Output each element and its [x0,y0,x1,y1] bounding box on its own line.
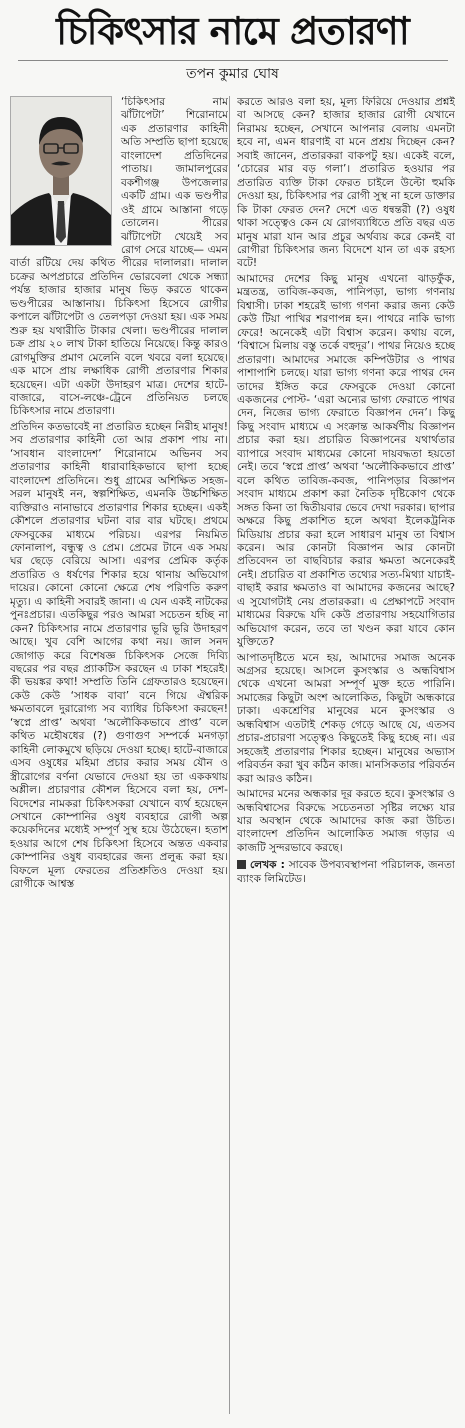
headline-rule [18,60,448,61]
column-left [10,96,228,1414]
column-divider [229,96,230,1414]
paragraph: ‘চিকিৎসার নাম ঝাঁটাপেটা’ শিরোনামে এক প্রতারণার কাহিনী অতি সম্প্রতি ছাপা হয়েছে বাংলাদেশ প্রতিদিনের পাতায়। জামালপুরের বকশীগঞ্জ উপজেলার একটি গ্রাম। এক ভণ্ডপীর ওই গ্রামে আস্তানা গড়ে তোলেন। পীরের ঝাঁটাপেটা খেয়েই সব রোগ সেরে যাচ্ছে— এমন বার্তা রটিয়ে দেয় কথিত পীরের দালালরা। দালাল চক্রের অপপ্রচারে প্রতিদিন ভোরবেলা থেকে সন্ধ্যা পর্যন্ত হাজার হাজার মানুষ ভিড় করতে থাকেন ভণ্ডপীরের আস্তানায়। চিকিৎসা হিসেবে রোগীর কপালে ঝাঁটাপেটা ও তেলপড়া দেওয়া হয়। এক সময় শুরু হয় যথারীতি টাকার খেলা। ভণ্ডপীরের দালাল চক্র প্রায় ২০ লাখ টাকা হাতিয়ে নিয়েছে। কিন্তু কারও রোগমুক্তির প্রমাণ মেলেনি বলে খবরে বলা হয়েছে। এক মাসে প্রায় লক্ষাধিক রোগী প্রতারণার শিকার হয়েছেন। এটা একটা উদাহরণ মাত্র। দেশের হাটে-বাজারে, বাসে-লঞ্চে-ট্রেনে প্রতিনিয়ত চলছে চিকিৎসার নামে প্রতারণা। [10,96,228,418]
paragraph: আপাতদৃষ্টিতে মনে হয়, আমাদের সমাজ অনেক অগ্রসর হয়েছে। আসলে কুসংস্কার ও অন্ধবিশ্বাস থেকে এখনো আমরা সম্পূর্ণ মুক্ত হতে পারিনি। সমাজের কিছুটা অংশ আলোকিত, কিছুটা অন্ধকারে ঢাকা। একশ্রেণির মানুষের মনে কুসংস্কার ও অন্ধবিশ্বাস এতটাই শেকড় গেড়ে আছে যে, এতসব প্রচার-প্রচারণা সত্ত্বেও কিছুতেই কিছু হচ্ছে না। এর সহজেই প্রতারণার শিকার হচ্ছেন। মানুষের অভ্যাস পরিবর্তন করা খুব কঠিন কাজ। মানসিকতার পরিবর্তন করা আরও কঠিন। [237,651,455,785]
author-photo [10,96,112,246]
author-label: লেখক : [250,859,285,872]
author-note [237,859,455,886]
author-designation: সাবেক উপব্যবস্থাপনা পরিচালক, জনতা ব্যাংক লিমিটেড। [237,859,455,885]
paragraph: প্রতিদিন কতভাবেই না প্রতারিত হচ্ছেন নিরীহ মানুষ! সব প্রতারণার কাহিনী তো আর প্রকাশ পায় না। ‘সাবধান বাংলাদেশ’ শিরোনামে অভিনব সব প্রতারণার কাহিনী ধারাবাহিকভাবে ছাপা হচ্ছে বাংলাদেশ প্রতিদিনে। শুধু গ্রামের অশিক্ষিত সহজ-সরল মানুষই নন, স্বল্পশিক্ষিত, এমনকি উচ্চশিক্ষিত ব্যক্তিরাও নানাভাবে প্রতারণার শিকার হচ্ছেন। একই কৌশলে প্রতারণার ঘটনা বার বার ঘটছে। প্রথমে ফেসবুকের মাধ্যমে পরিচয়। এরপর নিয়মিত ফোনালাপ, বন্ধুত্ব ও প্রেম। প্রেমের টানে এক সময় ঘর ছেড়ে বেরিয়ে আসা। এরপর প্রেমিক কর্তৃক প্রতারিত ও ধর্ষণের শিকার হয়ে থানায় অভিযোগ দায়ের। কোনো কোনো ক্ষেত্রে শেষ পরিণতি করুণ মৃত্যু। এ কাহিনী সবারই জানা। এ যেন একই নাটকের পুনঃপ্রচার। এতকিছুর পরও আমরা সচেতন হচ্ছি না কেন? চিকিৎসার নামে প্রতারণার ভূরি ভূরি উদাহরণ আছে। খুব বেশি আগের কথা নয়। জাল সনদ জোগাড় করে বিশেষজ্ঞ চিকিৎসক সেজে দিব্যি বছরের পর বছর প্র্যাকটিস করছেন এ ঢাকা শহরেই। কী ভয়ঙ্কর কথা! সম্প্রতি তিনি গ্রেফতারও হয়েছেন। কেউ কেউ ‘সাধক বাবা’ বনে গিয়ে ঐশ্বরিক ক্ষমতাবলে দুরারোগ্য সব ব্যাধির চিকিৎসা করছেন! ‘স্বপ্নে প্রাপ্ত’ অথবা ‘অলৌকিকভাবে প্রাপ্ত’ বলে কথিত মহৌষধের (?) গুণাগুণ সম্পর্কে মনগড়া কাহিনী লোকমুখে ছড়িয়ে দেওয়া হচ্ছে। হাটে-বাজারে এসব ওষুধের মহিমা প্রচার করার সময় যৌন ও স্ত্রীরোগের বর্ণনা যেভাবে দেওয়া হয় তা এককথায় অশ্লীল। প্রচারণার কৌশল হিসেবে বলা হয়, দেশ-বিদেশের নামকরা চিকিৎসকরা যেখানে ব্যর্থ হয়েছেন সেখানে কোম্পানির ওষুধ ব্যবহারে রোগী অল্প কয়েকদিনের মধ্যেই সম্পূর্ণ সুস্থ হয়ে উঠেছেন। হতাশ হওয়ার আগে শেষ চিকিৎসা হিসেবে অন্তত একবার কোম্পানির ওষুধ ব্যবহারের জন্য প্রলুব্ধ করা হয়। বিফলে মূল্য ফেরতের প্রতিশ্রুতিও দেওয়া হয়। রোগীকে আশ্বস্ত [10,420,228,891]
square-bullet-icon [237,860,246,869]
paragraph: করতে আরও বলা হয়, মূল্য ফিরিয়ে দেওয়ার প্রশ্নই বা আসছে কেন? হাজার হাজার রোগী যেখানে নিরাময় হচ্ছেন, সেখানে আপনার বেলায় এমনটা হবে না, এমন ধারণাই বা মনে প্রশ্রয় দিচ্ছেন কেন? সবাই জানেন, প্রতারকরা বাকপটু হয়। একেই বলে, ‘চোরের মার বড় গলা’। প্রতারিত হওয়ার পর প্রতারিত ব্যক্তি টাকা ফেরত চাইলে উল্টো হুমকি দেওয়া হয়, চিকিৎসার পর রোগী সুস্থ না হলে ডাক্তার কি টাকা ফেরত দেন? দেশে এত ধন্বন্তরী (?) ওষুধ থাকা সত্ত্বেও কেন যে রোগব্যাধিতে প্রতি বছর এত মানুষ মারা যান আর প্রচুর অর্থব্যয় করে কেনই বা রোগীরা চিকিৎসার জন্য বিদেশে যান তা এক রহস্য বটে! [237,96,455,270]
paragraph: আমাদের দেশের কিছু মানুষ এখনো ঝাড়ফুঁক, মন্ত্রতন্ত্র, তাবিজ-কবজ, পানিপড়া, ভাগ্য গণনায় বিশ্বাসী। ঢাকা শহরেই ভাগ্য গণনা করার জন্য কেউ কেউ টিয়া পাখির শরণাপন্ন হন। পাথরে নাকি ভাগ্য ফেরে! অনেকেই এটা বিশ্বাস করেন। কথায় বলে, ‘বিশ্বাসে মিলায় বস্তু তর্কে বহুদূর’। পাথর নিয়েও হচ্ছে প্রতারণা। আমাদের সমাজে কম্পিউটার ও পাথর পাশাপাশি চলছে। যারা ভাগ্য গণনা করে পাথর দেন তাদের ইঙ্গিত করে ফেসবুকে দেওয়া কোনো একজনের পোস্ট- ‘এরা অন্যের ভাগ্য ফেরাতে পাথর দেন, নিজের ভাগ্য ফেরাতে বিজ্ঞাপন দেন’। কিছু কিছু সংবাদ মাধ্যমে এ সংক্রান্ত আকর্ষণীয় বিজ্ঞাপন প্রচার করা হয়। প্রচারিত বিজ্ঞাপনের যথার্থতার ব্যাপারে সংবাদ মাধ্যমের কোনো দায়বদ্ধতা হয়তো নেই। তবে ‘স্বপ্নে প্রাপ্ত’ অথবা ‘অলৌকিকভাবে প্রাপ্ত’ বলে কথিত তাবিজ-কবজ, পানিপড়ার বিজ্ঞাপন সংবাদ মাধ্যমে প্রকাশ করা নৈতিক দৃষ্টিকোণ থেকে সঙ্গত কিনা তা দ্বিতীয়বার ভেবে দেখা দরকার। ছাপার অক্ষরে কিছু প্রকাশিত হলে অথবা ইলেকট্রনিক মিডিয়ায় প্রচার করা হলে সাধারণ মানুষ তা বিশ্বাস করেন। আর কোনটা বিজ্ঞাপন আর কোনটা প্রতিবেদন তা বাছবিচার করার ক্ষমতা অনেকেরই নেই। প্রচারিত বা প্রকাশিত তথ্যের সত্য-মিথ্যা যাচাই-বাছাই করার ক্ষমতাও বা আমাদের কজনের আছে? এ সুযোগটাই নেয় প্রতারকরা। এ প্রেক্ষাপটে সংবাদ মাধ্যমের বিরুদ্ধে যদি কেউ প্রতারণায় সহযোগিতার অভিযোগ করেন, তবে তা খণ্ডন করা যাবে কোন যুক্তিতে? [237,272,455,649]
column-right [237,96,455,1414]
author-portrait-icon [11,97,111,245]
byline: তপন কুমার ঘোষ [186,66,279,82]
headline: চিকিৎসার নামে প্রতারণা [56,9,409,53]
paragraph: আমাদের মনের অন্ধকার দূর করতে হবে। কুসংস্কার ও অন্ধবিশ্বাসের বিরুদ্ধে সচেতনতা সৃষ্টির লক্ষ্যে যার যার অবস্থান থেকে আমাদের কাজ করা উচিত। বাংলাদেশ প্রতিদিন আলোকিত সমাজ গড়ার এ কাজটি সুন্দরভাবে করছে। [237,788,455,854]
